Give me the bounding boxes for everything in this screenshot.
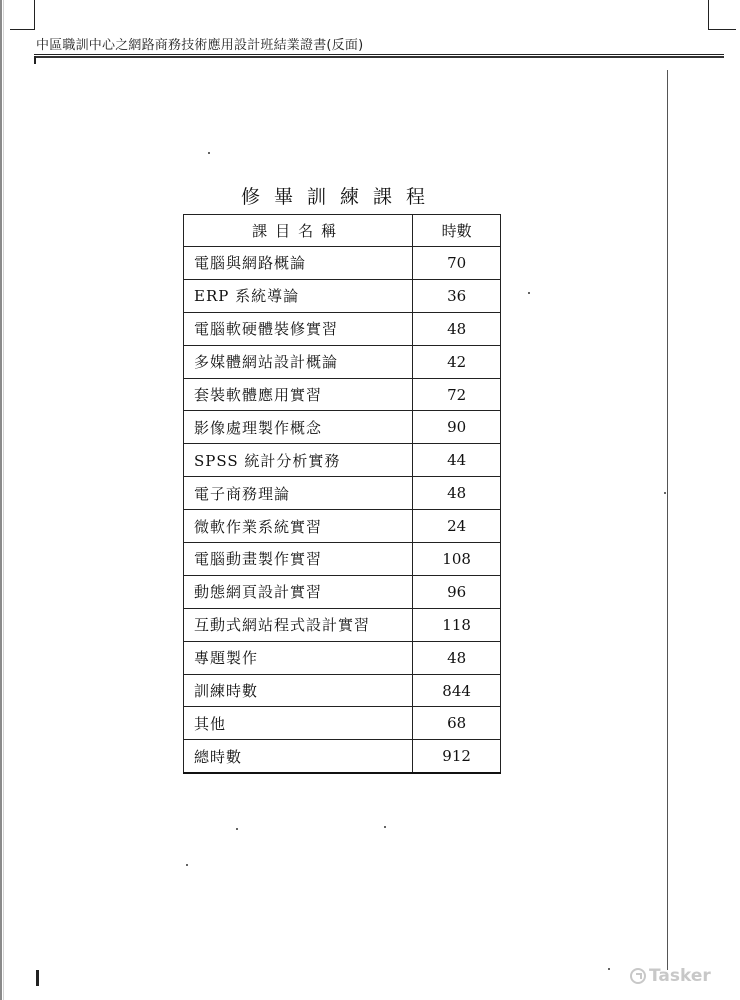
course-hours-cell: 96 [413,575,501,608]
table-row [184,312,501,345]
column-header-name: 課目名稱 [184,215,413,247]
table-row [184,345,501,378]
course-name-cell: 專題製作 [184,641,413,674]
course-name-cell: 微軟作業系統實習 [184,510,413,543]
table-row [184,575,501,608]
table-row [184,641,501,674]
course-name-cell: 動態網頁設計實習 [184,575,413,608]
table-row [184,477,501,510]
course-name-cell: 訓練時數 [184,674,413,707]
scan-speck [608,968,610,970]
course-name-cell: ERP 系統導論 [184,279,413,312]
course-name-cell: 電腦與網路概論 [184,247,413,280]
watermark-text: Tasker [649,966,711,986]
course-hours-cell: 90 [413,411,501,444]
course-hours-cell: 48 [413,477,501,510]
course-hours-cell: 68 [413,707,501,740]
course-name-cell: SPSS 統計分析實務 [184,444,413,477]
course-hours-cell: 24 [413,510,501,543]
crop-mark-top-left-h [10,29,35,30]
document-title: 修畢訓練課程 [240,186,439,208]
course-name-cell: 套裝軟體應用實習 [184,378,413,411]
course-hours-cell: 844 [413,674,501,707]
scan-speck [664,492,666,494]
table-row [184,444,501,477]
course-hours-cell: 48 [413,312,501,345]
table-row [184,543,501,576]
scan-speck [208,152,210,154]
course-table [183,214,501,774]
header-rule-tick [34,56,36,64]
crop-mark-top-left [34,0,35,30]
table-row [184,510,501,543]
course-name-cell: 電腦動畫製作實習 [184,543,413,576]
table-row [184,740,501,773]
tasker-logo-icon [630,968,646,984]
scan-speck [186,864,188,866]
table-row [184,707,501,740]
scan-edge [0,0,2,1000]
course-name-cell: 互動式網站程式設計實習 [184,608,413,641]
table-row [184,378,501,411]
scan-speck [528,292,530,294]
table-row [184,279,501,312]
course-hours-cell: 36 [413,279,501,312]
scan-margin-line [667,70,668,970]
course-rows [184,247,501,773]
course-hours-cell: 118 [413,608,501,641]
table-header-row [184,215,501,247]
course-name-cell: 電子商務理論 [184,477,413,510]
course-hours-cell: 108 [413,543,501,576]
course-name-cell: 電腦軟硬體裝修實習 [184,312,413,345]
scan-edge-shadow [3,0,4,1000]
course-name-cell: 影像處理製作概念 [184,411,413,444]
course-hours-cell: 72 [413,378,501,411]
course-name-cell: 多媒體網站設計概論 [184,345,413,378]
course-name-cell: 總時數 [184,740,413,773]
watermark [630,966,711,986]
course-name-cell: 其他 [184,707,413,740]
crop-mark-bottom-left [36,970,39,986]
crop-mark-top-right [708,0,709,30]
column-header-hours: 時數 [413,215,501,247]
course-hours-cell: 42 [413,345,501,378]
table-row [184,674,501,707]
course-hours-cell: 70 [413,247,501,280]
scan-speck [384,826,386,828]
header-rule-thick [34,56,724,58]
header-rule [34,54,724,55]
crop-mark-top-right-h [708,29,736,30]
course-hours-cell: 44 [413,444,501,477]
scan-speck [236,828,238,830]
course-hours-cell: 912 [413,740,501,773]
page-header-title: 中區職訓中心之網路商務技術應用設計班結業證書(反面) [36,38,364,53]
table-row [184,247,501,280]
table-row [184,608,501,641]
table-row [184,411,501,444]
course-hours-cell: 48 [413,641,501,674]
